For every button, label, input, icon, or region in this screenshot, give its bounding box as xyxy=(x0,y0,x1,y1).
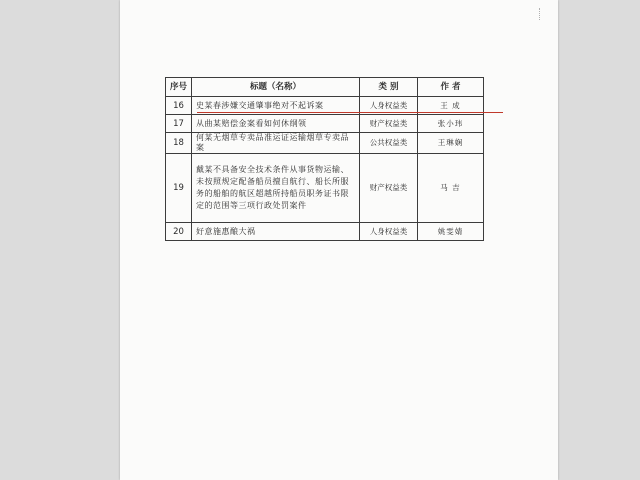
row-category: 人身权益类 xyxy=(360,97,418,115)
table-row xyxy=(166,223,484,241)
row-number: 17 xyxy=(166,115,192,133)
row-author: 王 成 xyxy=(418,97,484,115)
row-title: 戴某不具备安全技术条件从事货物运输、未按照规定配备船员擅自航行、船长所服务的船舶的航区超越所持船员职务证书限定的范围等三项行政处罚案件 xyxy=(192,154,360,223)
header-author: 作 者 xyxy=(418,78,484,97)
row-category: 人身权益类 xyxy=(360,223,418,241)
row-author: 王琳娴 xyxy=(418,133,484,154)
table-row xyxy=(166,133,484,154)
case-list-table xyxy=(165,77,484,241)
row-number: 20 xyxy=(166,223,192,241)
table-row xyxy=(166,154,484,223)
row-title: 从曲某赔偿金案看如何休纲领 xyxy=(192,115,360,133)
row-category: 财产权益类 xyxy=(360,115,418,133)
row-number: 16 xyxy=(166,97,192,115)
table-header-row xyxy=(166,78,484,97)
red-annotation-line xyxy=(197,112,503,113)
row-author: 张小玮 xyxy=(418,115,484,133)
row-number: 19 xyxy=(166,154,192,223)
header-category: 类 别 xyxy=(360,78,418,97)
scanned-page xyxy=(120,0,558,480)
row-number: 18 xyxy=(166,133,192,154)
header-number: 序号 xyxy=(166,78,192,97)
row-author: 姚雯婧 xyxy=(418,223,484,241)
row-title: 史某春涉嫌交通肇事绝对不起诉案 xyxy=(192,97,360,115)
table-row xyxy=(166,115,484,133)
row-title: 何某无烟草专卖品准运证运输烟草专卖品案 xyxy=(192,133,360,154)
row-author: 马 吉 xyxy=(418,154,484,223)
row-title: 好意施惠酿大祸 xyxy=(192,223,360,241)
row-category: 公共权益类 xyxy=(360,133,418,154)
header-title: 标题（名称） xyxy=(192,78,360,97)
row-category: 财产权益类 xyxy=(360,154,418,223)
